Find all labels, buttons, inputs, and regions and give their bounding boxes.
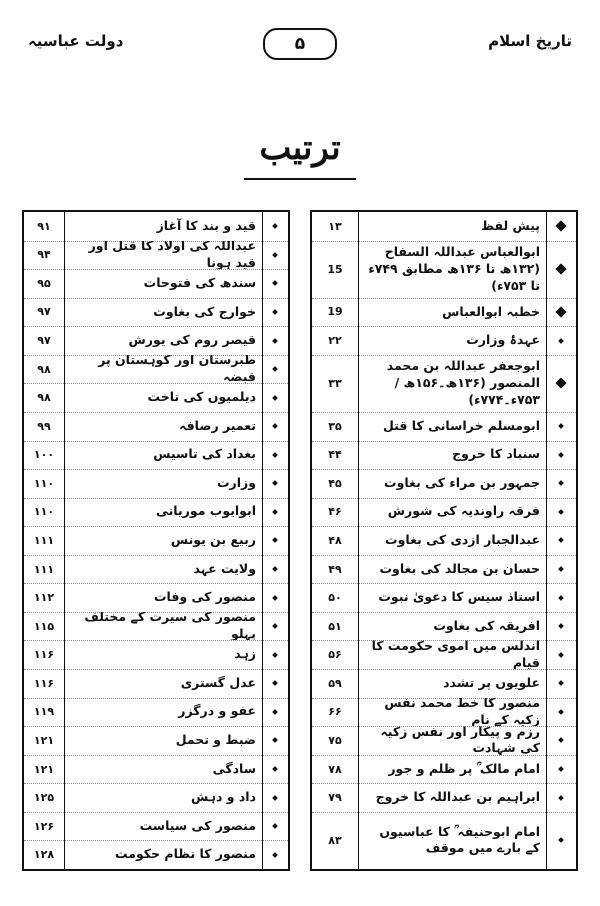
dot-icon — [272, 680, 278, 686]
dot-icon — [272, 281, 278, 287]
toc-entry-title: رزم و پیکار اور نفس زکیہ کی شہادت — [380, 726, 540, 755]
dot-bullet-icon — [262, 526, 288, 555]
dot-icon — [558, 423, 564, 429]
dot-icon — [272, 823, 278, 829]
dot-icon — [272, 223, 278, 229]
toc-entry-title: تعمیر رصافہ — [179, 417, 256, 433]
dot-bullet-icon — [262, 755, 288, 784]
toc-page-number: ۹۸ — [37, 391, 51, 405]
toc-entry-title: زہد — [234, 646, 256, 662]
dot-bullet-icon — [262, 269, 288, 298]
toc-entry-title: سندھ کی فتوحات — [143, 274, 256, 290]
toc-entry-title: منصور کی وفات — [153, 589, 256, 605]
toc-entry — [312, 241, 576, 299]
toc-entry — [312, 441, 576, 471]
dot-bullet-icon — [546, 555, 576, 584]
dot-icon — [272, 623, 278, 629]
dot-bullet-icon — [262, 412, 288, 441]
toc-entry — [24, 326, 288, 356]
toc-entry-title: ابراہیم بن عبداللہ کا خروج — [375, 789, 540, 805]
toc-page-number: ۹۹ — [37, 419, 51, 433]
toc-page-number: ۵۱ — [328, 619, 342, 633]
toc-page-number: ۹۸ — [37, 362, 51, 376]
dot-bullet-icon — [262, 669, 288, 698]
diamond-bullet-icon — [546, 355, 576, 412]
dot-bullet-icon — [546, 526, 576, 555]
toc-entry-title: افریقہ کی بغاوت — [433, 617, 540, 633]
toc-entry-title: منصور کی سیاست — [139, 817, 256, 833]
diamond-bullet-icon — [546, 241, 576, 298]
toc-entry — [24, 355, 288, 385]
page-number: ۵ — [263, 28, 337, 60]
dot-bullet-icon — [262, 612, 288, 641]
dot-icon — [558, 838, 564, 844]
toc-entry — [312, 698, 576, 728]
toc-page-number: ۷۹ — [328, 791, 342, 805]
toc-entry — [24, 840, 288, 869]
toc-entry — [312, 555, 576, 585]
toc-page-number: ۵۰ — [328, 591, 342, 605]
dot-bullet-icon — [262, 298, 288, 327]
dot-bullet-icon — [546, 783, 576, 812]
toc-entry — [24, 726, 288, 756]
toc-entry-title: طبرستان اور کوہستان پر قبضہ — [98, 354, 256, 384]
toc-entry-title: اندلس میں اموی حکومت کا قیام — [371, 640, 540, 670]
diamond-icon — [555, 378, 566, 389]
toc-entry — [24, 269, 288, 299]
toc-page-number: ۱۱۰ — [33, 505, 55, 519]
toc-page-number: ۸۳ — [328, 833, 342, 847]
dot-icon — [272, 738, 278, 744]
toc-page-number: ۹۷ — [37, 334, 51, 348]
toc-entry — [24, 612, 288, 642]
dot-icon — [272, 766, 278, 772]
dot-icon — [558, 566, 564, 572]
toc-entry — [312, 412, 576, 442]
toc-entry-title: وزارت — [216, 474, 256, 490]
toc-entry — [312, 755, 576, 785]
toc-entry — [24, 783, 288, 813]
toc-page-number: ۴۸ — [328, 533, 342, 547]
toc-entry — [312, 498, 576, 528]
toc-entry — [24, 669, 288, 699]
toc-page-number: ۳۵ — [328, 419, 342, 433]
section-title: دولت عباسیہ — [28, 32, 124, 50]
dot-bullet-icon — [546, 669, 576, 698]
dot-icon — [272, 538, 278, 544]
page-header — [28, 30, 572, 58]
dot-bullet-icon — [546, 412, 576, 441]
toc-entry — [24, 212, 288, 242]
toc-page-number: ۱۲۱ — [33, 733, 55, 747]
dot-icon — [272, 423, 278, 429]
dot-icon — [272, 309, 278, 315]
toc-entry — [312, 298, 576, 328]
dot-bullet-icon — [546, 583, 576, 612]
toc-page-number: ۳۳ — [328, 376, 342, 390]
dot-icon — [558, 481, 564, 487]
dot-bullet-icon — [262, 812, 288, 841]
dot-icon — [272, 709, 278, 715]
toc-page-number: ۲۲ — [328, 334, 342, 348]
dot-bullet-icon — [262, 469, 288, 498]
dot-icon — [272, 252, 278, 258]
toc-entry-title: خطبہ ابوالعباس — [442, 303, 540, 319]
toc-page-number: ۱۱۹ — [33, 705, 55, 719]
dot-bullet-icon — [262, 783, 288, 812]
toc-entry-title: امام ابوحنیفہ ؒ کا عباسیوں کے بارے میں موقف — [379, 823, 540, 856]
dot-icon — [272, 366, 278, 372]
dot-icon — [558, 652, 564, 658]
toc-entry-title: ابوجعفر عبداللہ بن محمد المنصور (۱۳۶ھ۔۱۵۶ھ / ۷۵۳ء۔۷۷۴ء) — [386, 358, 540, 407]
dot-icon — [558, 595, 564, 601]
dot-icon — [272, 795, 278, 801]
toc-entry — [312, 726, 576, 756]
toc-entry — [24, 383, 288, 413]
toc-page-number: ۹۷ — [37, 305, 51, 319]
toc-entry-title: عفو و درگزر — [178, 703, 256, 719]
dot-bullet-icon — [546, 441, 576, 470]
toc-entry-title: عبدالجبار ازدی کی بغاوت — [385, 532, 540, 548]
dot-icon — [272, 509, 278, 515]
dot-bullet-icon — [546, 812, 576, 869]
toc-entry-title: ابومسلم خراسانی کا قتل — [382, 417, 540, 433]
toc-page-number: 15 — [327, 262, 343, 276]
dot-icon — [272, 338, 278, 344]
toc-entry-title: علویوں پر تشدد — [443, 674, 540, 690]
toc-page-number: ۱۲۶ — [33, 819, 55, 833]
dot-bullet-icon — [262, 355, 288, 384]
toc-entry-title: استاذ سیس کا دعویٰ نبوت — [378, 589, 540, 605]
dot-bullet-icon — [262, 555, 288, 584]
toc-entry-title: ابوایوب موریانی — [155, 503, 256, 519]
dot-bullet-icon — [262, 498, 288, 527]
dot-icon — [272, 595, 278, 601]
diamond-icon — [555, 306, 566, 317]
dot-bullet-icon — [546, 698, 576, 727]
toc-entry-title: عہدۂ وزارت — [466, 332, 540, 348]
toc-entry — [24, 812, 288, 842]
toc-page-number: ۱۰۰ — [33, 448, 55, 462]
toc-entry — [24, 498, 288, 528]
toc-page-number: ۵۶ — [328, 648, 342, 662]
toc-entry-title: دیلمیوں کی تاخت — [147, 389, 256, 405]
toc-entry — [24, 298, 288, 328]
dot-icon — [558, 680, 564, 686]
toc-page-number: 19 — [327, 305, 343, 319]
toc-entry-title: عبداللہ کی اولاد کا قتل اور قید ہونا — [88, 240, 256, 270]
toc-page-number: ۱۱۲ — [33, 591, 55, 605]
toc-entry-title: سنباد کا خروج — [452, 446, 540, 462]
toc-entry — [24, 441, 288, 471]
toc-entry — [24, 555, 288, 585]
diamond-bullet-icon — [546, 298, 576, 327]
dot-icon — [558, 623, 564, 629]
toc-entry-title: منصور کا خط محمد نفس زکیہ کے نام — [384, 697, 540, 727]
toc-page-number: ۱۲۸ — [33, 848, 55, 862]
toc-page-number: ۹۴ — [37, 248, 51, 262]
dot-icon — [558, 738, 564, 744]
dot-bullet-icon — [262, 326, 288, 355]
toc-entry — [312, 812, 576, 869]
toc-entry-title: ولایت عہد — [193, 560, 256, 576]
dot-bullet-icon — [546, 612, 576, 641]
dot-icon — [558, 709, 564, 715]
toc-page-number: ۷۸ — [328, 762, 342, 776]
toc-entry-title: بغداد کی تاسیس — [153, 446, 256, 462]
toc-entry — [312, 469, 576, 499]
toc-entry-title: خوارج کی بغاوت — [153, 303, 256, 319]
toc-entry-title: داد و دہش — [191, 789, 256, 805]
dot-icon — [272, 481, 278, 487]
toc-right-column — [310, 210, 578, 871]
toc-entry — [312, 326, 576, 356]
toc-page-number: ۶۶ — [328, 705, 342, 719]
toc-entry — [24, 469, 288, 499]
toc-page-number: ۱۱۰ — [33, 476, 55, 490]
toc-page-number: ۱۳ — [328, 219, 342, 233]
toc-entry — [312, 783, 576, 813]
toc-entry — [24, 583, 288, 613]
toc-page-number: ۴۶ — [328, 505, 342, 519]
toc-page-number: ۷۵ — [328, 733, 342, 747]
toc-page-number: ۵۹ — [328, 676, 342, 690]
dot-icon — [558, 452, 564, 458]
dot-bullet-icon — [262, 726, 288, 755]
toc-entry-title: ابوالعباس عبداللہ السفاح (۱۳۲ھ تا ۱۳۶ھ مطابق ۷۴۹ء تا ۷۵۳ء) — [368, 243, 540, 293]
toc-page-number: ۴۹ — [328, 562, 342, 576]
toc-entry — [24, 526, 288, 556]
title-underline — [244, 178, 356, 180]
toc-entry — [24, 698, 288, 728]
toc-page-number: ۴۵ — [328, 476, 342, 490]
toc-entry — [312, 612, 576, 642]
dot-bullet-icon — [546, 498, 576, 527]
toc-title: ترتیب — [259, 128, 341, 168]
toc-entry — [312, 212, 576, 242]
toc-entry — [312, 355, 576, 413]
dot-bullet-icon — [546, 755, 576, 784]
dot-bullet-icon — [546, 326, 576, 355]
dot-bullet-icon — [262, 212, 288, 241]
toc-entry — [312, 526, 576, 556]
toc-entry — [312, 669, 576, 699]
dot-icon — [272, 452, 278, 458]
dot-icon — [558, 509, 564, 515]
toc-entry — [24, 241, 288, 271]
toc-page-number: ۹۵ — [37, 276, 51, 290]
dot-bullet-icon — [262, 441, 288, 470]
dot-bullet-icon — [546, 726, 576, 755]
toc-entry-title: ربیع بن یونس — [170, 532, 256, 548]
dot-icon — [272, 852, 278, 858]
dot-bullet-icon — [262, 698, 288, 727]
toc-entry-title: فرقہ راوندیہ کی شورش — [387, 503, 540, 519]
dot-icon — [272, 395, 278, 401]
dot-bullet-icon — [262, 840, 288, 869]
toc-entry-title: جمہور بن مراء کی بغاوت — [384, 474, 540, 490]
toc-entry — [24, 640, 288, 670]
toc-page-number: ۱۱۱ — [33, 562, 55, 576]
toc-page-number: ۹۱ — [37, 219, 51, 233]
dot-icon — [272, 652, 278, 658]
diamond-icon — [555, 221, 566, 232]
toc-entry — [24, 412, 288, 442]
diamond-bullet-icon — [546, 212, 576, 241]
toc-entry-title: ضبط و تحمل — [175, 732, 256, 748]
toc-entry — [312, 640, 576, 670]
toc-entry-title: سادگی — [212, 760, 256, 776]
dot-bullet-icon — [262, 241, 288, 270]
toc-page-number: ۴۴ — [328, 448, 342, 462]
toc-page-number: ۱۱۶ — [33, 676, 55, 690]
dot-icon — [558, 766, 564, 772]
toc-entry-title: حسان بن مجالد کی بغاوت — [379, 560, 540, 576]
dot-icon — [558, 538, 564, 544]
dot-icon — [558, 795, 564, 801]
book-title: تاریخ اسلام — [488, 32, 572, 50]
toc-entry-title: قید و بند کا آغاز — [156, 217, 256, 233]
toc-page-number: ۱۱۶ — [33, 648, 55, 662]
dot-bullet-icon — [262, 383, 288, 412]
toc-page-number: ۱۱۱ — [33, 533, 55, 547]
dot-bullet-icon — [262, 640, 288, 669]
dot-bullet-icon — [546, 469, 576, 498]
dot-icon — [558, 338, 564, 344]
toc-page-number: ۱۱۵ — [33, 619, 55, 633]
toc-entry-title: عدل گستری — [180, 674, 256, 690]
toc-entry-title: پیش لفظ — [481, 217, 540, 233]
dot-bullet-icon — [262, 583, 288, 612]
dot-bullet-icon — [546, 640, 576, 669]
toc-page-number: ۱۲۵ — [33, 791, 55, 805]
toc-entry-title: امام مالک ؒ پر ظلم و جور — [388, 760, 540, 776]
toc-entry — [24, 755, 288, 785]
toc-entry — [312, 583, 576, 613]
toc-entry-title: قیصر روم کی یورش — [128, 332, 256, 348]
toc-page-number: ۱۲۱ — [33, 762, 55, 776]
toc-entry-title: منصور کا نظام حکومت — [114, 846, 256, 862]
diamond-icon — [555, 263, 566, 274]
toc-entry-title: منصور کی سیرت کے مختلف پہلو — [84, 611, 256, 641]
dot-icon — [272, 566, 278, 572]
toc-left-column — [22, 210, 290, 871]
